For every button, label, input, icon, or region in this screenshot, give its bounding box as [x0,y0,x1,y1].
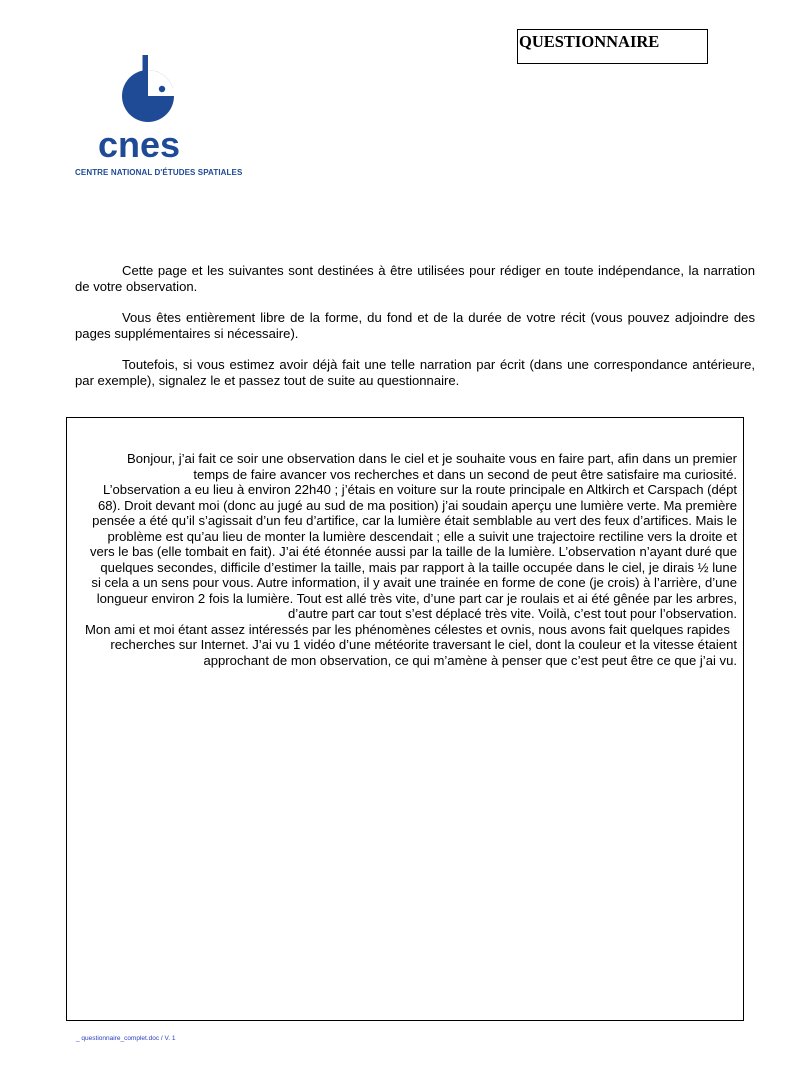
cnes-wordmark: cnes [98,124,181,165]
narration-line: recherches sur Internet. J’ai vu 1 vidéo d’une météorite traversant le ciel, dont la couleur et la vitesse étaient [110,637,737,652]
narration-line: pensée a été qu’il s’agissait d’un feu d’artifice, car la lumière était semblable au vert des feux d’artifices. Mais le [92,513,737,528]
narration-line: Mon ami et moi étant assez intéressés par les phénomènes célestes et ovnis, nous avons fait quelques rapides [85,621,730,637]
narration-line: approchant de mon observation, ce qui m’amène à penser que c’est peut être ce que j’ai vu. [203,652,737,668]
narration-text [85,451,737,668]
intro-text [75,263,755,404]
narration-line: temps de faire avancer vos recherches et dans un second de peut être satisfaire ma curiosité. [193,466,737,482]
narration-line: d’autre part car tout s’est déplacé très vite. Voilà, c’est tout pour l’observation. [287,606,737,621]
footer-doc-ref: _ questionnaire_complet.doc / V. 1 [76,1035,176,1042]
cnes-logo [72,52,243,182]
cnes-subtitle: CENTRE NATIONAL D'ÉTUDES SPATIALES [75,168,243,177]
narration-line: L’observation a eu lieu à environ 22h40 ; j’étais en voiture sur la route principale en Altkirch et Carspach (dépt [103,482,737,497]
narration-line: problème est qu’au lieu de monter la lumière descendait ; elle a suivit une trajectoire rectiline vers la droite et [107,528,737,544]
questionnaire-title: QUESTIONNAIRE [517,29,708,64]
cnes-orbit-icon [118,52,180,124]
intro-paragraph: Vous êtes entièrement libre de la forme, du fond et de la durée de votre récit (vous pouvez adjoindre des pages supplémentaires si nécessaire). [75,310,755,341]
intro-paragraph: Toutefois, si vous estimez avoir déjà fait une telle narration par écrit (dans une correspondance antérieure, par exemple), signalez le et passez tout de suite au questionnaire. [75,357,755,388]
narration-box[interactable] [66,417,744,1021]
intro-paragraph: Cette page et les suivantes sont destinées à être utilisées pour rédiger en toute indépendance, la narration de votre observation. [75,263,755,294]
narration-line: longueur environ 2 fois la lumière. Tout est allé très vite, d’une part car je roulais et ai été gênée par les arbres, [96,590,737,606]
narration-line: Bonjour, j’ai fait ce soir une observation dans le ciel et je souhaite vous en faire part, afin dans un premier [127,451,737,466]
narration-line: 68). Droit devant moi (donc au jugé au sud de ma position) j’ai soudain aperçu une lumière verte. Ma première [97,497,737,513]
narration-line: si cela a un sens pour vous. Autre information, il y avait une trainée en forme de cone (je crois) à l’arrière, d’une [91,575,737,590]
narration-line: vers le bas (elle tombait en fait). J’ai été étonnée aussi par la taille de la lumière. L’observation n’ayant duré que [89,544,737,559]
narration-line: quelques secondes, difficile d’estimer la taille, mais par rapport à la taille occupée dans le ciel, je dirais ½ lune [100,559,737,575]
